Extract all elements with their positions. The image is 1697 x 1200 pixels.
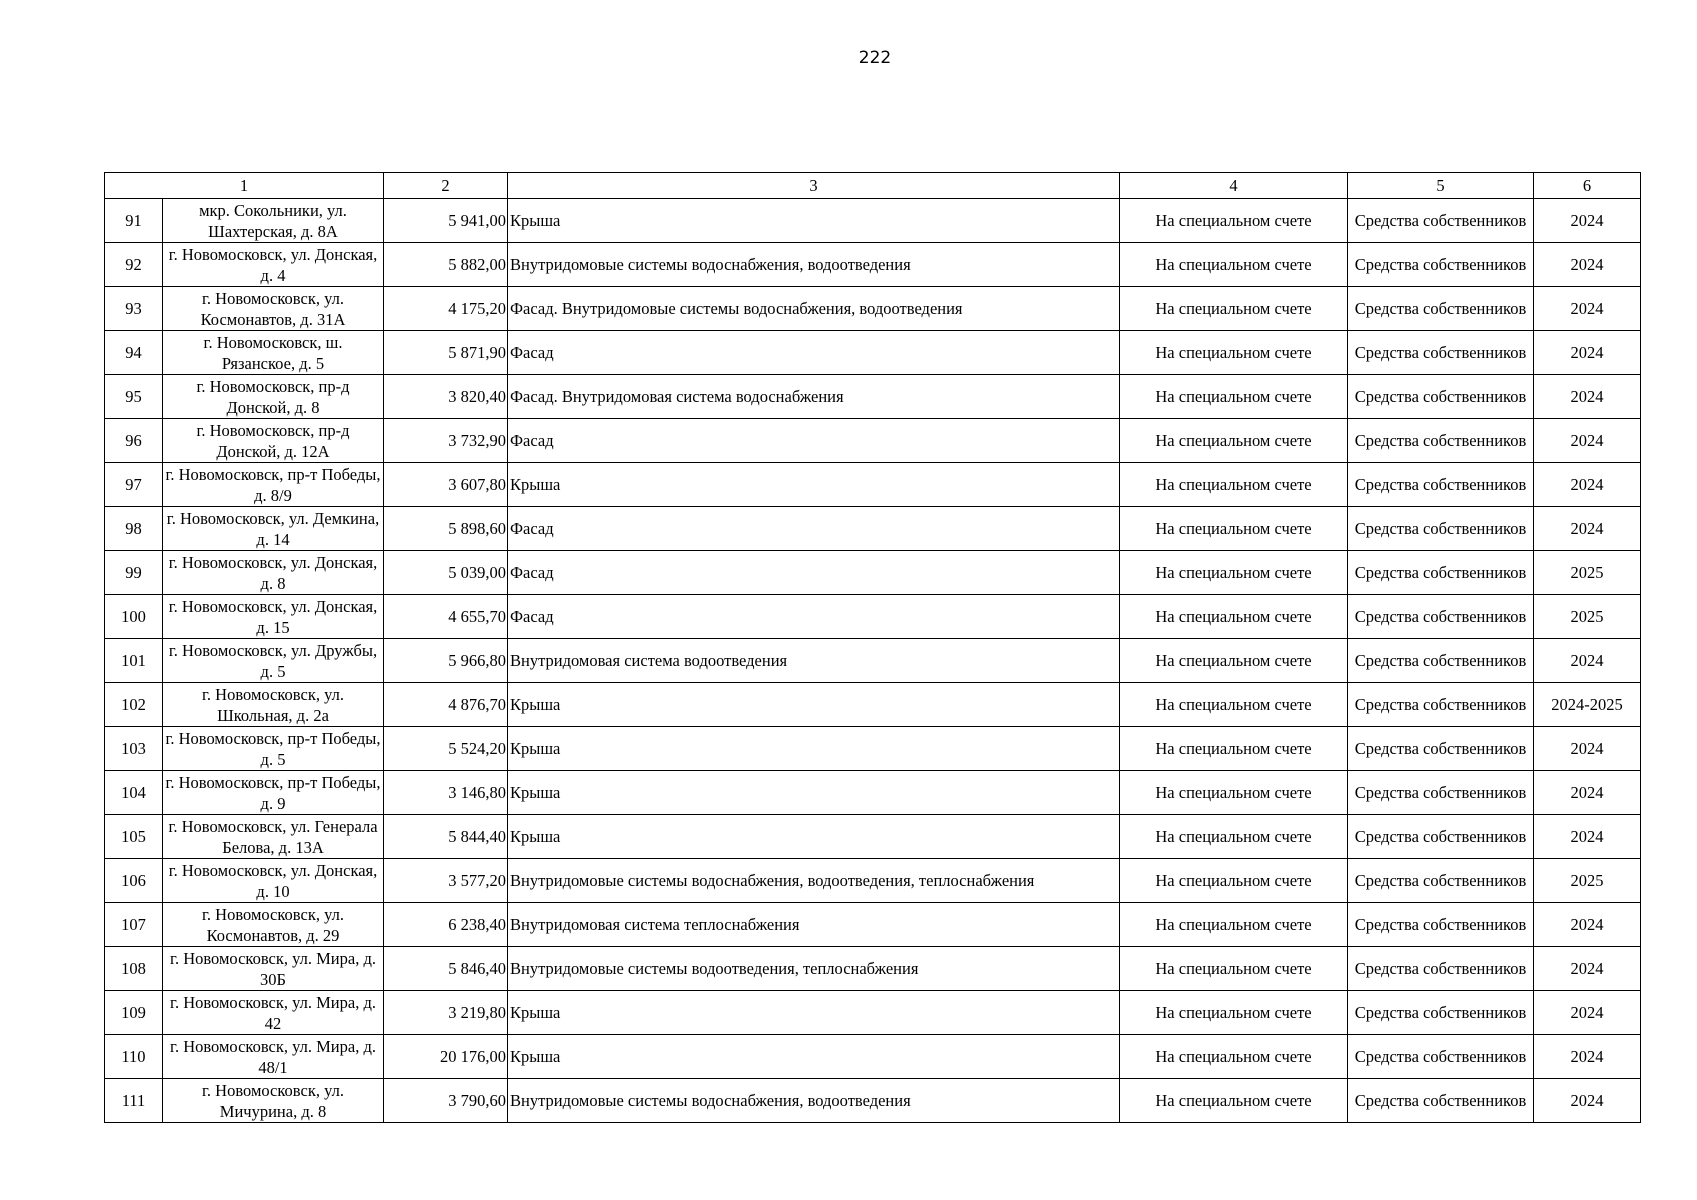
row-number: 100 [105, 595, 163, 639]
area-cell: 4 876,70 [384, 683, 508, 727]
table-row [105, 727, 1641, 771]
funding-source-cell: Средства собственников [1348, 771, 1534, 815]
works-cell: Внутридомовые системы водоснабжения, водоотведения, теплоснабжения [508, 859, 1120, 903]
address-cell: г. Новомосковск, пр-д Донской, д. 12А [163, 419, 384, 463]
address-cell: г. Новомосковск, ул. Дружбы, д. 5 [163, 639, 384, 683]
fund-method-cell: На специальном счете [1120, 947, 1348, 991]
funding-source-cell: Средства собственников [1348, 815, 1534, 859]
year-cell: 2024 [1534, 243, 1641, 287]
address-cell: г. Новомосковск, ул. Донская, д. 4 [163, 243, 384, 287]
fund-method-cell: На специальном счете [1120, 1079, 1348, 1123]
works-cell: Фасад [508, 331, 1120, 375]
address-cell: г. Новомосковск, ул. Мира, д. 30Б [163, 947, 384, 991]
fund-method-cell: На специальном счете [1120, 991, 1348, 1035]
area-cell: 4 655,70 [384, 595, 508, 639]
address-cell: г. Новомосковск, пр-т Победы, д. 8/9 [163, 463, 384, 507]
address-cell: г. Новомосковск, ул. Демкина, д. 14 [163, 507, 384, 551]
row-number: 103 [105, 727, 163, 771]
funding-source-cell: Средства собственников [1348, 375, 1534, 419]
funding-source-cell: Средства собственников [1348, 903, 1534, 947]
area-cell: 3 820,40 [384, 375, 508, 419]
funding-source-cell: Средства собственников [1348, 199, 1534, 243]
table-row [105, 903, 1641, 947]
year-cell: 2024 [1534, 639, 1641, 683]
funding-source-cell: Средства собственников [1348, 595, 1534, 639]
fund-method-cell: На специальном счете [1120, 595, 1348, 639]
area-cell: 4 175,20 [384, 287, 508, 331]
row-number: 91 [105, 199, 163, 243]
fund-method-cell: На специальном счете [1120, 815, 1348, 859]
area-cell: 6 238,40 [384, 903, 508, 947]
funding-source-cell: Средства собственников [1348, 463, 1534, 507]
table-row [105, 947, 1641, 991]
year-cell: 2025 [1534, 551, 1641, 595]
row-number: 95 [105, 375, 163, 419]
header-col-2: 2 [384, 173, 508, 199]
fund-method-cell: На специальном счете [1120, 859, 1348, 903]
works-cell: Крыша [508, 683, 1120, 727]
fund-method-cell: На специальном счете [1120, 463, 1348, 507]
header-col-5: 5 [1348, 173, 1534, 199]
year-cell: 2024 [1534, 947, 1641, 991]
row-number: 102 [105, 683, 163, 727]
table-row [105, 551, 1641, 595]
fund-method-cell: На специальном счете [1120, 903, 1348, 947]
works-cell: Крыша [508, 771, 1120, 815]
year-cell: 2024 [1534, 1079, 1641, 1123]
table-row [105, 375, 1641, 419]
fund-method-cell: На специальном счете [1120, 419, 1348, 463]
year-cell: 2024 [1534, 419, 1641, 463]
fund-method-cell: На специальном счете [1120, 331, 1348, 375]
works-cell: Фасад [508, 507, 1120, 551]
row-number: 111 [105, 1079, 163, 1123]
fund-method-cell: На специальном счете [1120, 375, 1348, 419]
works-cell: Фасад. Внутридомовые системы водоснабжения, водоотведения [508, 287, 1120, 331]
funding-source-cell: Средства собственников [1348, 287, 1534, 331]
address-cell: г. Новомосковск, ул. Космонавтов, д. 29 [163, 903, 384, 947]
funding-source-cell: Средства собственников [1348, 683, 1534, 727]
year-cell: 2024 [1534, 815, 1641, 859]
row-number: 92 [105, 243, 163, 287]
address-cell: мкр. Сокольники, ул. Шахтерская, д. 8А [163, 199, 384, 243]
year-cell: 2024 [1534, 331, 1641, 375]
address-cell: г. Новомосковск, ул. Мира, д. 48/1 [163, 1035, 384, 1079]
table-row [105, 287, 1641, 331]
area-cell: 3 732,90 [384, 419, 508, 463]
row-number: 107 [105, 903, 163, 947]
funding-source-cell: Средства собственников [1348, 991, 1534, 1035]
year-cell: 2024 [1534, 507, 1641, 551]
funding-source-cell: Средства собственников [1348, 947, 1534, 991]
address-cell: г. Новомосковск, ул. Донская, д. 10 [163, 859, 384, 903]
page-number: 222 [858, 48, 892, 68]
table-row [105, 815, 1641, 859]
funding-source-cell: Средства собственников [1348, 551, 1534, 595]
row-number: 108 [105, 947, 163, 991]
table-row [105, 1035, 1641, 1079]
fund-method-cell: На специальном счете [1120, 243, 1348, 287]
header-col-6: 6 [1534, 173, 1641, 199]
table-row [105, 507, 1641, 551]
header-col-4: 4 [1120, 173, 1348, 199]
row-number: 104 [105, 771, 163, 815]
year-cell: 2025 [1534, 859, 1641, 903]
table-row [105, 859, 1641, 903]
fund-method-cell: На специальном счете [1120, 507, 1348, 551]
works-cell: Крыша [508, 1035, 1120, 1079]
area-cell: 3 146,80 [384, 771, 508, 815]
works-cell: Крыша [508, 815, 1120, 859]
table-row [105, 199, 1641, 243]
table-row [105, 595, 1641, 639]
works-cell: Крыша [508, 199, 1120, 243]
row-number: 93 [105, 287, 163, 331]
area-cell: 5 844,40 [384, 815, 508, 859]
area-cell: 3 790,60 [384, 1079, 508, 1123]
area-cell: 5 039,00 [384, 551, 508, 595]
works-cell: Внутридомовые системы водоотведения, теплоснабжения [508, 947, 1120, 991]
table-header-row [105, 173, 1641, 199]
year-cell: 2024 [1534, 1035, 1641, 1079]
funding-source-cell: Средства собственников [1348, 507, 1534, 551]
works-cell: Фасад [508, 551, 1120, 595]
address-cell: г. Новомосковск, пр-т Победы, д. 9 [163, 771, 384, 815]
address-cell: г. Новомосковск, ул. Донская, д. 8 [163, 551, 384, 595]
year-cell: 2025 [1534, 595, 1641, 639]
year-cell: 2024 [1534, 991, 1641, 1035]
area-cell: 20 176,00 [384, 1035, 508, 1079]
funding-source-cell: Средства собственников [1348, 419, 1534, 463]
table-row [105, 991, 1641, 1035]
address-cell: г. Новомосковск, ул. Школьная, д. 2а [163, 683, 384, 727]
address-cell: г. Новомосковск, ул. Мира, д. 42 [163, 991, 384, 1035]
works-cell: Фасад [508, 419, 1120, 463]
address-cell: г. Новомосковск, ул. Мичурина, д. 8 [163, 1079, 384, 1123]
fund-method-cell: На специальном счете [1120, 639, 1348, 683]
works-cell: Внутридомовые системы водоснабжения, водоотведения [508, 243, 1120, 287]
row-number: 96 [105, 419, 163, 463]
address-cell: г. Новомосковск, ул. Генерала Белова, д. 13А [163, 815, 384, 859]
area-cell: 5 846,40 [384, 947, 508, 991]
area-cell: 5 882,00 [384, 243, 508, 287]
area-cell: 3 577,20 [384, 859, 508, 903]
table-row [105, 419, 1641, 463]
table-row [105, 1079, 1641, 1123]
fund-method-cell: На специальном счете [1120, 683, 1348, 727]
table-row [105, 771, 1641, 815]
works-cell: Фасад. Внутридомовая система водоснабжения [508, 375, 1120, 419]
address-cell: г. Новомосковск, пр-д Донской, д. 8 [163, 375, 384, 419]
table-row [105, 639, 1641, 683]
area-cell: 5 524,20 [384, 727, 508, 771]
funding-source-cell: Средства собственников [1348, 639, 1534, 683]
table-body [105, 199, 1641, 1123]
year-cell: 2024 [1534, 463, 1641, 507]
row-number: 109 [105, 991, 163, 1035]
year-cell: 2024 [1534, 199, 1641, 243]
row-number: 94 [105, 331, 163, 375]
fund-method-cell: На специальном счете [1120, 199, 1348, 243]
funding-source-cell: Средства собственников [1348, 1035, 1534, 1079]
area-cell: 3 607,80 [384, 463, 508, 507]
works-cell: Крыша [508, 991, 1120, 1035]
fund-method-cell: На специальном счете [1120, 551, 1348, 595]
year-cell: 2024 [1534, 287, 1641, 331]
works-cell: Фасад [508, 595, 1120, 639]
works-cell: Внутридомовая система теплоснабжения [508, 903, 1120, 947]
row-number: 97 [105, 463, 163, 507]
address-cell: г. Новомосковск, ул. Космонавтов, д. 31А [163, 287, 384, 331]
area-cell: 5 871,90 [384, 331, 508, 375]
row-number: 106 [105, 859, 163, 903]
address-cell: г. Новомосковск, пр-т Победы, д. 5 [163, 727, 384, 771]
fund-method-cell: На специальном счете [1120, 727, 1348, 771]
row-number: 105 [105, 815, 163, 859]
row-number: 99 [105, 551, 163, 595]
works-cell: Внутридомовая система водоотведения [508, 639, 1120, 683]
area-cell: 5 898,60 [384, 507, 508, 551]
address-cell: г. Новомосковск, ул. Донская, д. 15 [163, 595, 384, 639]
year-cell: 2024 [1534, 727, 1641, 771]
fund-method-cell: На специальном счете [1120, 287, 1348, 331]
year-cell: 2024 [1534, 903, 1641, 947]
row-number: 101 [105, 639, 163, 683]
area-cell: 3 219,80 [384, 991, 508, 1035]
header-col-3: 3 [508, 173, 1120, 199]
year-cell: 2024 [1534, 375, 1641, 419]
year-cell: 2024 [1534, 771, 1641, 815]
area-cell: 5 966,80 [384, 639, 508, 683]
repair-program-table [104, 172, 1641, 1123]
table-row [105, 243, 1641, 287]
year-cell: 2024-2025 [1534, 683, 1641, 727]
table-row [105, 683, 1641, 727]
funding-source-cell: Средства собственников [1348, 727, 1534, 771]
funding-source-cell: Средства собственников [1348, 1079, 1534, 1123]
works-cell: Крыша [508, 727, 1120, 771]
header-col-1: 1 [105, 173, 384, 199]
row-number: 98 [105, 507, 163, 551]
works-cell: Внутридомовые системы водоснабжения, водоотведения [508, 1079, 1120, 1123]
fund-method-cell: На специальном счете [1120, 1035, 1348, 1079]
area-cell: 5 941,00 [384, 199, 508, 243]
funding-source-cell: Средства собственников [1348, 859, 1534, 903]
funding-source-cell: Средства собственников [1348, 331, 1534, 375]
row-number: 110 [105, 1035, 163, 1079]
works-cell: Крыша [508, 463, 1120, 507]
fund-method-cell: На специальном счете [1120, 771, 1348, 815]
table-row [105, 331, 1641, 375]
table-row [105, 463, 1641, 507]
address-cell: г. Новомосковск, ш. Рязанское, д. 5 [163, 331, 384, 375]
funding-source-cell: Средства собственников [1348, 243, 1534, 287]
